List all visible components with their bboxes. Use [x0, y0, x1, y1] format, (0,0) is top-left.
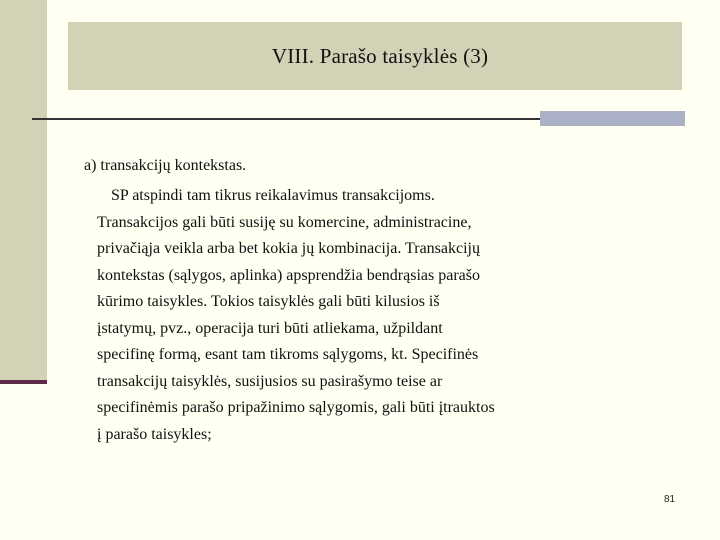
slide-body: [84, 153, 584, 448]
divider-block: [540, 111, 685, 126]
paragraph-line: kontekstas (sąlygos, aplinka) apsprendžia bendrąsias parašo: [97, 266, 480, 284]
paragraph-line: specifinėmis parašo pripažinimo sąlygomis, gali būti įtrauktos: [97, 399, 495, 416]
paragraph-line: kūrimo taisykles. Tokios taisyklės gali būti kilusios iš: [97, 293, 440, 310]
item-heading: a) transakcijų kontekstas.: [84, 157, 247, 174]
left-accent-stripe: [0, 380, 47, 384]
page-number: 81: [664, 494, 676, 505]
paragraph-line: privačiąja veikla arba bet kokia jų kombinacija. Transakcijų: [97, 240, 480, 257]
paragraph-line: į parašo taisykles;: [97, 425, 212, 443]
paragraph-line: įstatymų, pvz., operacija turi būti atliekama, užpildant: [97, 319, 443, 337]
paragraph-line: transakcijų taisyklės, susijusios su pasirašymo teise ar: [97, 372, 443, 390]
body-paragraph: [84, 183, 584, 448]
divider-line: [32, 118, 540, 120]
paragraph-line: Transakcijos gali būti susiję su komercine, administracine,: [97, 213, 472, 231]
paragraph-line: specifinę formą, esant tam tikroms sąlygoms, kt. Specifinės: [97, 346, 479, 363]
left-decorative-band: [0, 0, 47, 380]
title-bar: [68, 22, 682, 90]
slide-title: VIII. Parašo taisyklės (3): [271, 43, 489, 68]
paragraph-line: SP atspindi tam tikrus reikalavimus transakcijoms.: [111, 187, 435, 204]
